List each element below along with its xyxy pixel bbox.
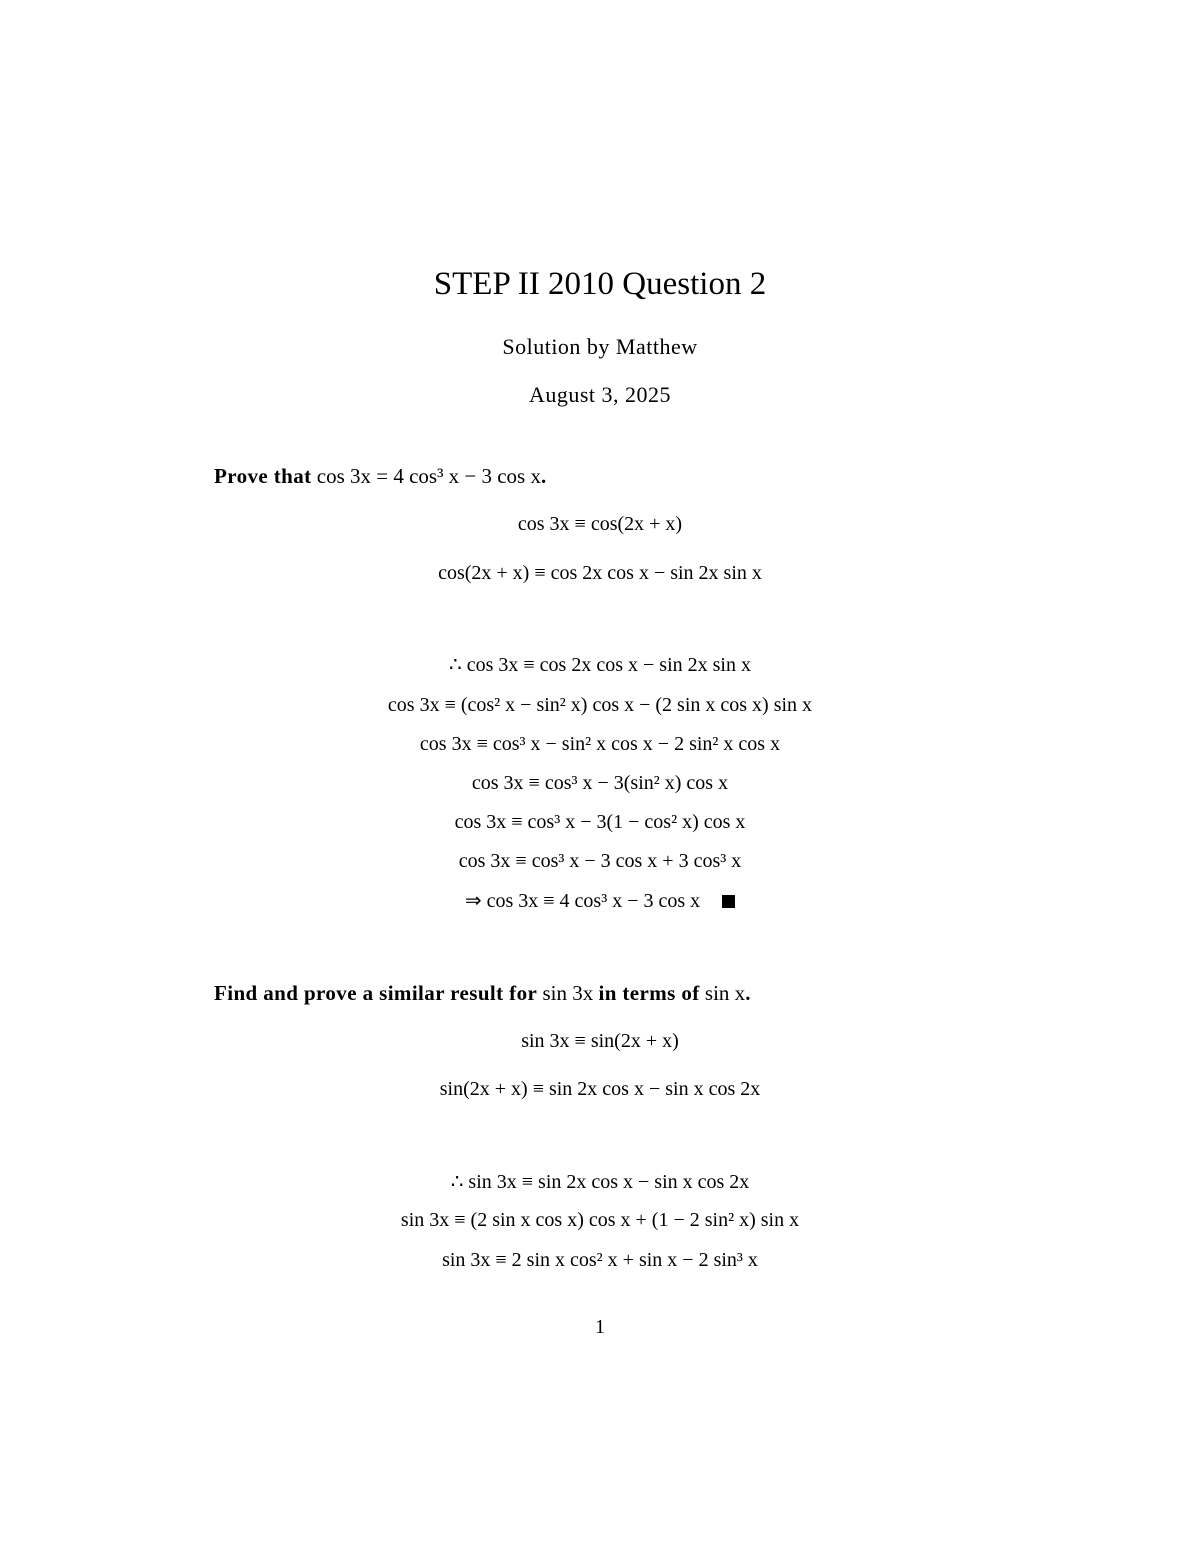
part2-equation-1: sin 3x ≡ sin(2x + x) bbox=[521, 1030, 679, 1052]
part1-equation-8: cos 3x ≡ cos³ x − 3 cos x + 3 cos³ x bbox=[458, 850, 742, 872]
part1-prompt bbox=[214, 462, 547, 490]
part2-equation-2: sin(2x + x) ≡ sin 2x cos x − sin x cos 2x bbox=[439, 1078, 761, 1100]
part1-conclusion bbox=[0, 887, 1200, 915]
part1-prompt-period: . bbox=[540, 464, 547, 488]
part1-prompt-math: cos 3x = 4 cos³ x − 3 cos x bbox=[311, 464, 541, 488]
part1-equation-2: cos(2x + x) ≡ cos 2x cos x − sin 2x sin x bbox=[438, 562, 762, 584]
part1-equation-3: ∴ cos 3x ≡ cos 2x cos x − sin 2x sin x bbox=[449, 654, 751, 676]
part2-prompt bbox=[214, 979, 751, 1007]
part1-equation-6: cos 3x ≡ cos³ x − 3(sin² x) cos x bbox=[471, 772, 729, 794]
document-title: STEP II 2010 Question 2 bbox=[433, 266, 767, 302]
part1-prompt-text: Prove that bbox=[214, 464, 312, 488]
page-number: 1 bbox=[595, 1316, 605, 1338]
part2-prompt-math-2: sin x bbox=[699, 981, 746, 1005]
part1-equation-1: cos 3x ≡ cos(2x + x) bbox=[517, 513, 683, 535]
document-author: Solution by Matthew bbox=[502, 334, 698, 359]
part1-equation-5: cos 3x ≡ cos³ x − sin² x cos x − 2 sin² x cos x bbox=[419, 733, 781, 755]
part1-equation-9: ⇒ cos 3x ≡ 4 cos³ x − 3 cos x bbox=[464, 890, 701, 912]
qed-square-icon bbox=[722, 895, 735, 908]
part2-equation-3: ∴ sin 3x ≡ sin 2x cos x − sin x cos 2x bbox=[450, 1171, 750, 1193]
part1-equation-4: cos 3x ≡ (cos² x − sin² x) cos x − (2 sin x cos x) sin x bbox=[387, 694, 813, 716]
part1-equation-7: cos 3x ≡ cos³ x − 3(1 − cos² x) cos x bbox=[454, 811, 746, 833]
part2-prompt-text-1: Find and prove a similar result for bbox=[214, 981, 538, 1005]
part2-equation-4: sin 3x ≡ (2 sin x cos x) cos x + (1 − 2 sin² x) sin x bbox=[400, 1209, 800, 1231]
part2-prompt-math-1: sin 3x bbox=[537, 981, 599, 1005]
part2-prompt-period: . bbox=[745, 981, 751, 1005]
part2-equation-5: sin 3x ≡ 2 sin x cos² x + sin x − 2 sin³ x bbox=[442, 1249, 758, 1271]
document-date: August 3, 2025 bbox=[528, 382, 672, 407]
part2-prompt-text-2: in terms of bbox=[598, 981, 700, 1005]
